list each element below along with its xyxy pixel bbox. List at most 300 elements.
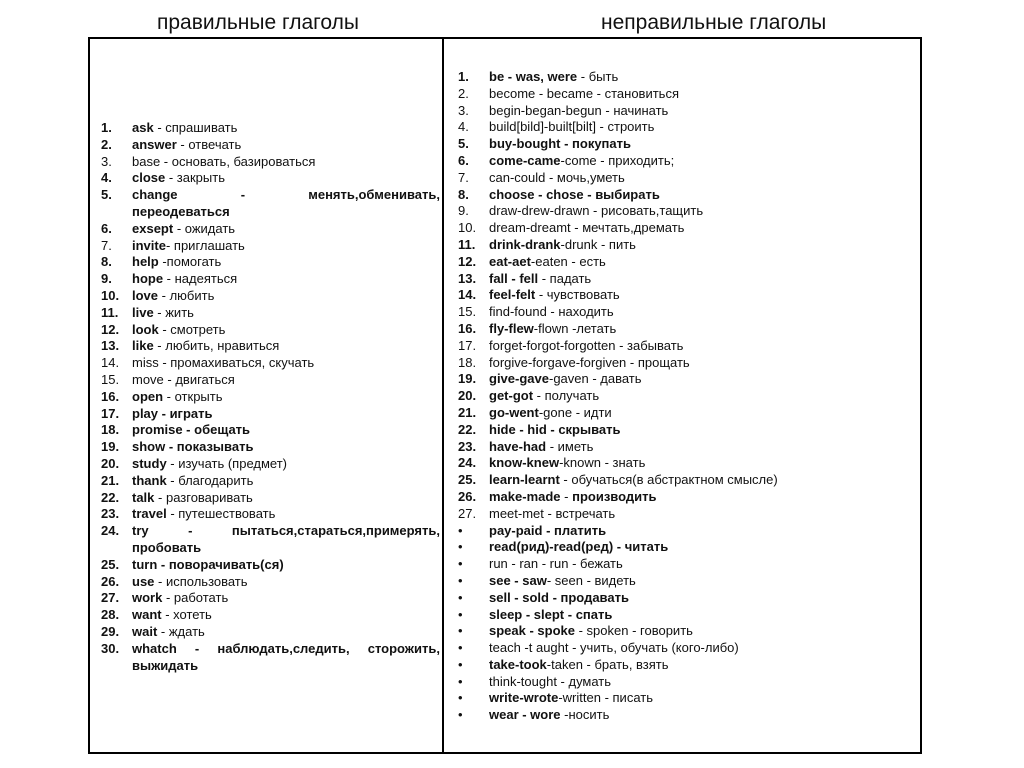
- item-text: [132, 439, 440, 456]
- item-part: write-wrote: [489, 690, 559, 706]
- item-number: 23.: [101, 506, 120, 522]
- item-part: fly-flew: [489, 320, 534, 336]
- item-text: [132, 473, 440, 490]
- item-text: [489, 86, 898, 103]
- item-text: [132, 590, 440, 607]
- item-word: -: [194, 640, 200, 656]
- item-part: -: [560, 488, 573, 504]
- list-item: [101, 137, 440, 154]
- item-text: [132, 154, 440, 171]
- item-part: show - показывать: [132, 439, 254, 455]
- item-word: наблюдать,следить,: [217, 640, 350, 656]
- item-text: [489, 136, 898, 153]
- item-part: - работать: [162, 590, 229, 606]
- item-number: •: [458, 572, 463, 588]
- list-item: [101, 557, 440, 574]
- item-number: •: [458, 707, 463, 723]
- item-number: •: [458, 656, 463, 672]
- list-item: [101, 322, 440, 339]
- item-part: open: [132, 388, 164, 404]
- list-item: [458, 355, 898, 372]
- item-part: pay-paid - платить: [489, 522, 607, 538]
- item-number: 3.: [458, 102, 469, 118]
- item-number: 4.: [458, 119, 469, 135]
- item-part: move - двигаться: [132, 371, 235, 387]
- item-word: change: [132, 187, 178, 203]
- list-item: [458, 271, 898, 288]
- item-part: speak - spoke: [489, 623, 575, 639]
- list-item: [458, 690, 898, 707]
- list-item: [101, 422, 440, 439]
- item-part: like: [132, 338, 154, 354]
- item-part: - ожидать: [173, 220, 236, 236]
- item-text: [489, 439, 898, 456]
- list-item: [458, 321, 898, 338]
- item-part: know-knew: [489, 455, 560, 471]
- list-item: [458, 153, 898, 170]
- list-item: [458, 439, 898, 456]
- list-item: [458, 69, 898, 86]
- item-text: [489, 355, 898, 372]
- item-number: 5.: [101, 187, 112, 203]
- item-part: -known - знать: [559, 455, 646, 471]
- list-item: [458, 86, 898, 103]
- item-part: - благодарить: [166, 472, 254, 488]
- item-part: make-made: [489, 488, 561, 504]
- item-number: 27.: [458, 505, 477, 521]
- irregular-verbs-heading: неправильные глаголы: [601, 11, 827, 34]
- item-part: thank: [132, 472, 167, 488]
- item-part: fall - fell: [489, 270, 539, 286]
- item-part: - закрыть: [165, 170, 225, 186]
- item-text: [132, 221, 440, 238]
- item-part: buy-bought - покупать: [489, 136, 631, 152]
- item-part: miss - промахиваться, скучать: [132, 355, 315, 371]
- list-item: [101, 355, 440, 372]
- list-item: [458, 657, 898, 674]
- item-number: 7.: [458, 169, 469, 185]
- list-item: [458, 674, 898, 691]
- item-number: •: [458, 539, 463, 555]
- item-text: [132, 574, 440, 591]
- item-text: [489, 69, 898, 86]
- item-number: •: [458, 522, 463, 538]
- item-part: - путешествовать: [166, 506, 276, 522]
- item-part: - приглашать: [165, 237, 245, 253]
- list-item: [101, 641, 440, 675]
- item-part: give-gave: [489, 371, 549, 387]
- item-part: answer: [132, 136, 177, 152]
- item-part: - иметь: [546, 438, 594, 454]
- item-number: 5.: [458, 136, 469, 152]
- list-item: [458, 304, 898, 321]
- item-part: -носить: [560, 707, 610, 723]
- item-number: 23.: [458, 438, 477, 454]
- item-part: work: [132, 590, 163, 606]
- regular-verbs-heading: правильные глаголы: [157, 11, 359, 34]
- item-text: [489, 187, 898, 204]
- item-text: [489, 304, 898, 321]
- item-part: eat-aet: [489, 253, 531, 269]
- item-part: - получать: [533, 388, 600, 404]
- item-number: 18.: [458, 354, 477, 370]
- item-part: - обучаться(в абстрактном смысле): [559, 472, 778, 488]
- item-text: [132, 624, 440, 641]
- item-text: [489, 556, 898, 573]
- item-number: 2.: [101, 136, 112, 152]
- item-number: 12.: [101, 321, 120, 337]
- item-text: [489, 506, 898, 523]
- list-item: [458, 607, 898, 624]
- item-text: [489, 422, 898, 439]
- list-item: [458, 119, 898, 136]
- item-part: close: [132, 170, 166, 186]
- item-part: - отвечать: [176, 136, 242, 152]
- item-text: [132, 406, 440, 423]
- item-text: [489, 119, 898, 136]
- list-item: [458, 237, 898, 254]
- item-text: [132, 187, 440, 204]
- item-part: promise - обещать: [132, 422, 251, 438]
- item-word: менять,обменивать,: [308, 187, 440, 203]
- item-part: производить: [572, 488, 657, 504]
- item-number: 10.: [458, 220, 477, 236]
- item-number: 20.: [458, 388, 477, 404]
- item-number: •: [458, 556, 463, 572]
- item-number: 8.: [458, 186, 469, 202]
- item-part: -come - приходить;: [560, 152, 675, 168]
- item-part: begin-began-begun - начинать: [489, 102, 669, 118]
- item-text: [132, 389, 440, 406]
- item-number: 21.: [101, 472, 120, 488]
- item-text: [132, 557, 440, 574]
- item-number: 6.: [458, 152, 469, 168]
- item-text: [489, 674, 898, 691]
- item-text: [489, 405, 898, 422]
- item-text: [489, 287, 898, 304]
- item-part: talk: [132, 489, 155, 505]
- item-part: -gone - идти: [538, 404, 612, 420]
- item-text: [489, 254, 898, 271]
- item-text: [132, 338, 440, 355]
- item-number: 13.: [458, 270, 477, 286]
- item-part: live: [132, 304, 154, 320]
- item-part: - надеяться: [163, 271, 238, 287]
- item-part: - любить: [158, 287, 215, 303]
- item-part: study: [132, 455, 167, 471]
- item-text-continued: пробовать: [132, 539, 202, 555]
- item-text: [489, 657, 898, 674]
- list-item: [458, 371, 898, 388]
- item-part: - изучать (предмет): [166, 455, 288, 471]
- item-text: [489, 539, 898, 556]
- item-number: 29.: [101, 623, 120, 639]
- item-part: ask: [132, 120, 154, 135]
- item-word: try: [132, 523, 149, 539]
- item-text: [489, 338, 898, 355]
- item-part: -eaten - есть: [530, 253, 606, 269]
- item-text: [132, 422, 440, 439]
- list-item: [101, 456, 440, 473]
- item-part: travel: [132, 506, 167, 522]
- item-text: [132, 355, 440, 372]
- list-item: [101, 120, 440, 137]
- item-text-continued: переодеваться: [132, 203, 230, 219]
- list-item: [101, 439, 440, 456]
- item-part: be - was, were: [489, 69, 578, 84]
- item-part: find-found - находить: [489, 304, 614, 320]
- item-number: 20.: [101, 455, 120, 471]
- item-number: 25.: [101, 556, 120, 572]
- list-item: [101, 187, 440, 221]
- item-number: 11.: [458, 236, 476, 252]
- list-item: [101, 288, 440, 305]
- item-part: sell - sold - продавать: [489, 589, 629, 605]
- item-part: -drunk - пить: [560, 236, 636, 252]
- item-part: turn - поворачивать(ся): [132, 556, 284, 572]
- item-part: use: [132, 573, 155, 589]
- item-text: [489, 489, 898, 506]
- item-text: [132, 456, 440, 473]
- list-item: [458, 287, 898, 304]
- item-text: [132, 238, 440, 255]
- item-part: - использовать: [154, 573, 248, 589]
- item-text: [489, 607, 898, 624]
- item-part: sleep - slept - спать: [489, 606, 613, 622]
- item-number: •: [458, 589, 463, 605]
- item-number: 9.: [458, 203, 469, 219]
- item-text: [489, 623, 898, 640]
- item-part: think-tought - думать: [489, 673, 612, 689]
- item-part: hope: [132, 271, 164, 287]
- list-item: [101, 406, 440, 423]
- list-item: [458, 338, 898, 355]
- item-part: run - ran - run - бежать: [489, 556, 623, 572]
- item-number: 24.: [101, 523, 120, 539]
- list-item: [458, 254, 898, 271]
- item-part: - разговаривать: [154, 489, 253, 505]
- list-item: [101, 590, 440, 607]
- item-part: - spoken - говорить: [575, 623, 693, 639]
- item-part: play - играть: [132, 405, 213, 421]
- item-text: [132, 271, 440, 288]
- item-part: meet-met - встречать: [489, 505, 616, 521]
- item-number: 12.: [458, 253, 477, 269]
- item-part: -помогать: [158, 254, 222, 270]
- item-number: 1.: [458, 69, 469, 84]
- item-part: exsept: [132, 220, 174, 236]
- item-part: - быть: [577, 69, 619, 84]
- item-number: •: [458, 690, 463, 706]
- item-part: get-got: [489, 388, 534, 404]
- item-text: [489, 321, 898, 338]
- item-word: пытаться,стараться,примерять,: [231, 523, 440, 539]
- item-number: 8.: [101, 254, 112, 270]
- item-part: - хотеть: [161, 607, 212, 623]
- item-number: 4.: [101, 170, 112, 186]
- item-text: [489, 707, 898, 724]
- list-item: [458, 455, 898, 472]
- item-number: 2.: [458, 85, 469, 101]
- irregular-verbs-list: [458, 69, 898, 724]
- item-text-continued: выжидать: [132, 657, 199, 673]
- item-part: -taken - брать, взять: [546, 656, 669, 672]
- item-word: -: [240, 187, 246, 203]
- item-text: [489, 220, 898, 237]
- item-number: 17.: [458, 337, 477, 353]
- item-text: [489, 237, 898, 254]
- item-number: 24.: [458, 455, 477, 471]
- regular-verbs-list: [101, 120, 440, 674]
- list-item: [101, 254, 440, 271]
- item-text: [132, 288, 440, 305]
- item-part: dream-dreamt - мечтать,дремать: [489, 220, 685, 236]
- item-number: 18.: [101, 422, 120, 438]
- item-number: 6.: [101, 220, 112, 236]
- list-item: [101, 221, 440, 238]
- list-item: [101, 154, 440, 171]
- item-part: base - основать, базироваться: [132, 153, 316, 169]
- item-part: - жить: [153, 304, 194, 320]
- item-part: choose - chose - выбирать: [489, 186, 660, 202]
- item-part: love: [132, 287, 159, 303]
- item-number: 1.: [101, 120, 112, 135]
- item-part: -gaven - давать: [548, 371, 642, 387]
- list-item: [458, 170, 898, 187]
- item-text: [489, 371, 898, 388]
- item-number: 19.: [101, 439, 120, 455]
- list-item: [101, 574, 440, 591]
- item-number: 13.: [101, 338, 120, 354]
- item-part: - смотреть: [158, 321, 226, 337]
- item-number: 22.: [101, 489, 120, 505]
- item-part: draw-drew-drawn - рисовать,тащить: [489, 203, 704, 219]
- list-item: [458, 472, 898, 489]
- list-item: [101, 389, 440, 406]
- item-number: 14.: [458, 287, 477, 303]
- item-number: 28.: [101, 607, 120, 623]
- item-number: 14.: [101, 355, 120, 371]
- item-number: 19.: [458, 371, 477, 387]
- item-number: 21.: [458, 404, 477, 420]
- list-item: [458, 405, 898, 422]
- item-part: forget-forgot-forgotten - забывать: [489, 337, 684, 353]
- item-part: -flown -летать: [533, 320, 617, 336]
- list-item: [458, 203, 898, 220]
- item-number: 7.: [101, 237, 112, 253]
- item-part: learn-learnt: [489, 472, 560, 488]
- item-part: build[bild]-built[bilt] - строить: [489, 119, 655, 135]
- item-text: [132, 372, 440, 389]
- item-text: [489, 640, 898, 657]
- item-text: [132, 490, 440, 507]
- list-item: [458, 506, 898, 523]
- list-item: [458, 640, 898, 657]
- item-number: 9.: [101, 271, 112, 287]
- list-item: [458, 623, 898, 640]
- item-part: teach -t aught - учить, обучать (кого-либо): [489, 640, 739, 656]
- item-part: feel-felt: [489, 287, 536, 303]
- list-item: [458, 573, 898, 590]
- list-item: [101, 271, 440, 288]
- item-part: help: [132, 254, 159, 270]
- item-part: - ждать: [157, 623, 205, 639]
- list-item: [101, 338, 440, 355]
- item-number: 25.: [458, 472, 477, 488]
- list-item: [101, 523, 440, 557]
- item-part: - открыть: [163, 388, 223, 404]
- item-part: wait: [132, 623, 158, 639]
- item-word: сторожить,: [367, 640, 440, 656]
- item-part: - чувствовать: [535, 287, 620, 303]
- item-part: wear - wore: [489, 707, 561, 723]
- item-part: hide - hid - скрывать: [489, 421, 621, 437]
- item-number: •: [458, 673, 463, 689]
- list-item: [458, 187, 898, 204]
- item-part: become - became - становиться: [489, 85, 679, 101]
- list-item: [458, 220, 898, 237]
- list-item: [458, 489, 898, 506]
- item-number: •: [458, 606, 463, 622]
- item-text: [489, 271, 898, 288]
- list-item: [101, 238, 440, 255]
- item-word: -: [188, 523, 193, 539]
- item-number: 22.: [458, 421, 477, 437]
- list-item: [458, 707, 898, 724]
- item-text: [489, 103, 898, 120]
- list-item: [101, 473, 440, 490]
- list-item: [101, 607, 440, 624]
- list-item: [101, 372, 440, 389]
- item-number: 11.: [101, 304, 119, 320]
- item-part: can-could - мочь,уметь: [489, 169, 625, 185]
- item-number: 15.: [458, 304, 477, 320]
- item-part: -written - писать: [558, 690, 653, 706]
- item-number: •: [458, 640, 463, 656]
- list-item: [458, 103, 898, 120]
- item-number: 3.: [101, 153, 112, 169]
- list-item: [458, 590, 898, 607]
- item-number: •: [458, 623, 463, 639]
- item-text: [132, 305, 440, 322]
- item-text: [489, 472, 898, 489]
- list-item: [458, 422, 898, 439]
- item-text: [489, 455, 898, 472]
- item-text: [132, 322, 440, 339]
- item-number: 10.: [101, 287, 120, 303]
- list-item: [101, 170, 440, 187]
- item-text: [489, 203, 898, 220]
- item-part: go-went: [489, 404, 539, 420]
- list-item: [101, 305, 440, 322]
- column-divider: [442, 37, 444, 754]
- item-number: 16.: [101, 388, 120, 404]
- item-number: 16.: [458, 320, 477, 336]
- item-part: - спрашивать: [153, 120, 238, 135]
- item-part: - падать: [538, 270, 592, 286]
- item-part: look: [132, 321, 159, 337]
- list-item: [458, 556, 898, 573]
- item-text: [132, 170, 440, 187]
- item-part: want: [132, 607, 162, 623]
- item-number: 26.: [458, 488, 477, 504]
- item-number: 15.: [101, 371, 120, 387]
- list-item: [458, 523, 898, 540]
- item-part: have-had: [489, 438, 547, 454]
- item-part: take-took: [489, 656, 547, 672]
- item-text: [489, 690, 898, 707]
- item-part: - seen - видеть: [546, 572, 636, 588]
